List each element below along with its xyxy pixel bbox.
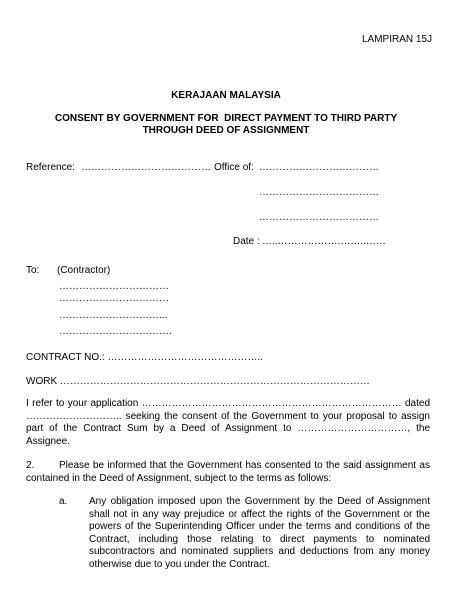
paragraph-2: Please be informed that the Government has consented to the said assignment as contained in the Deed of Assignment, subject to the terms as follows:: [26, 460, 430, 484]
office-blank-2: ………………………………: [259, 187, 379, 198]
document-subtitle: THROUGH DEED OF ASSIGNMENT: [142, 125, 310, 136]
address-line-2: ……………………………: [59, 293, 169, 304]
lampiran-label: LAMPIRAN 15J: [362, 34, 433, 45]
to-label: To:: [26, 265, 40, 276]
office-blank-1: ………………………………: [259, 162, 379, 173]
date-blank: …..……………….……..……: [262, 236, 386, 247]
address-line-1: ……………………………: [59, 281, 169, 292]
work-line: WORK …………………………………………………………………………………: [26, 376, 370, 387]
office-blank-3: ………………………………: [259, 212, 379, 223]
reference-label: Reference:: [26, 162, 75, 173]
item-a-label: a.: [59, 496, 68, 507]
paragraph-1: I refer to your application …………………………………………………………………… dated ……………………….. seeking the consent of the Government to your proposal to assign part of the Contract Sum by a Deed of Assignment to ……………………………, the Assignee.: [26, 398, 430, 447]
paragraph-2-number: 2.: [26, 460, 35, 471]
address-line-4: …………………………….: [59, 326, 172, 337]
item-a-text: Any obligation imposed upon the Government by the Deed of Assignment shall not in any way prejudice or affect the rights of the Government or the powers of the Superintending Officer under the terms and conditions of the Contract, including those relating to direct payments to nominated subcontractors and nominated suppliers and deductions from any money otherwise due to you under the Contract.: [89, 496, 430, 570]
document-title: CONSENT BY GOVERNMENT FOR DIRECT PAYMENT TO THIRD PARTY: [54, 113, 398, 124]
contractor-label: (Contractor): [57, 265, 111, 276]
address-line-3: …………………………...: [59, 310, 168, 321]
reference-blank: …………………………………: [81, 162, 211, 173]
government-title: KERAJAAN MALAYSIA: [171, 90, 281, 101]
contract-number: CONTRACT NO.: ………………………………………..: [26, 352, 264, 363]
date-label: Date :: [233, 236, 260, 247]
office-label: Office of:: [214, 162, 254, 173]
